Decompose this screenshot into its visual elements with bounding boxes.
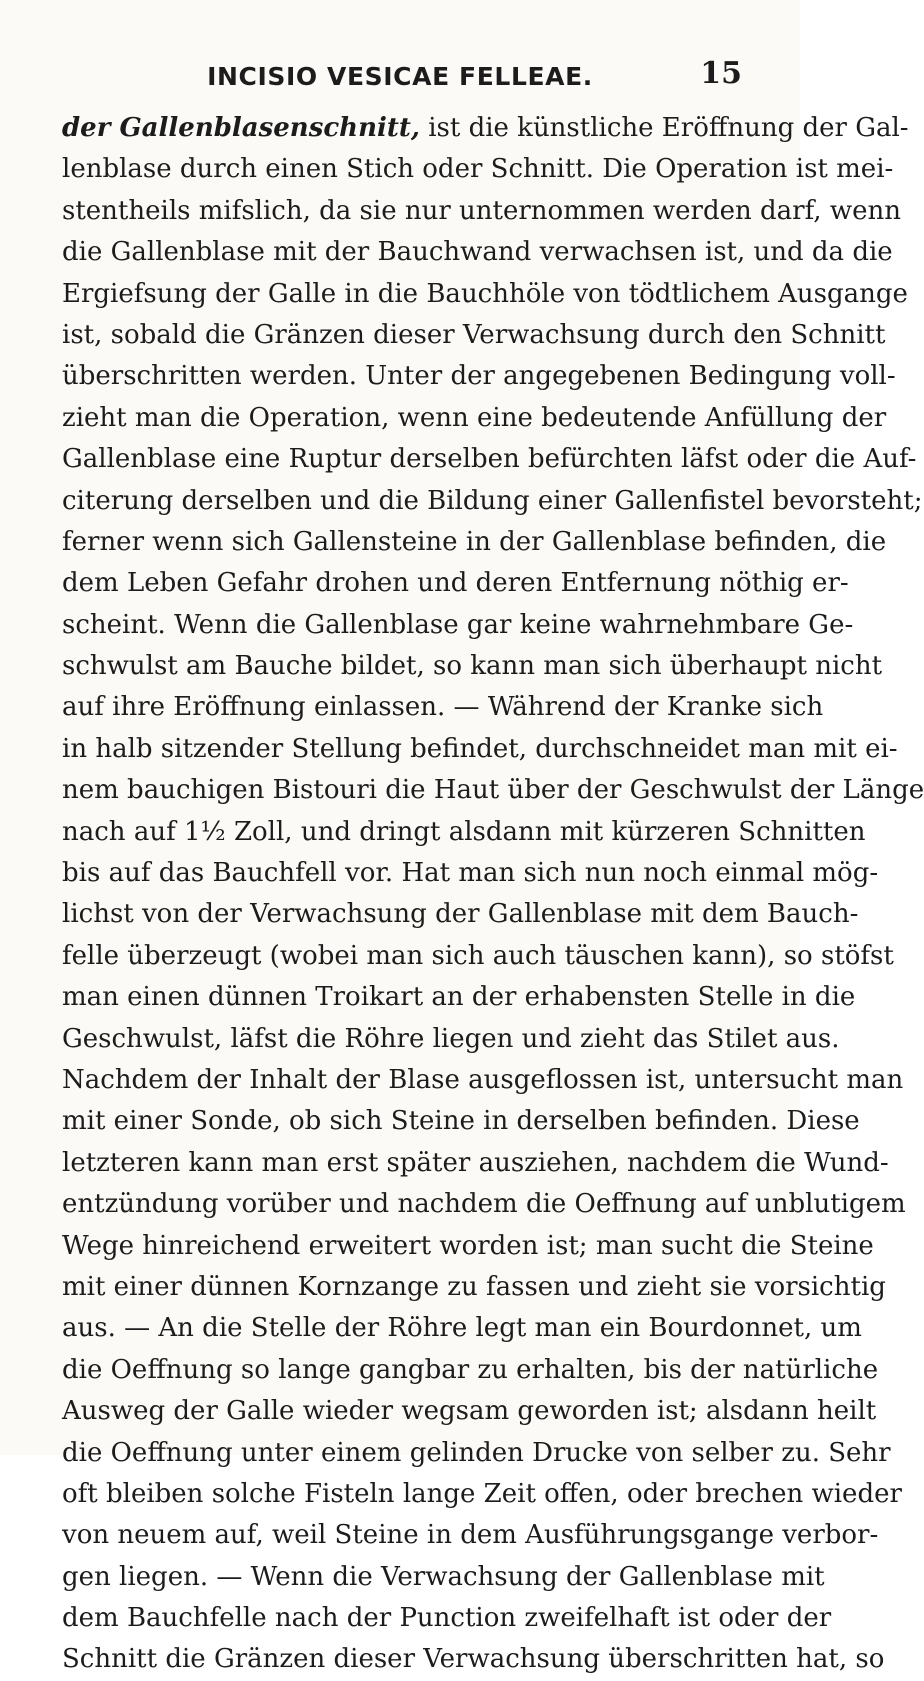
page-number: 15 xyxy=(700,56,742,91)
text-line: Schnitt die Gränzen dieser Verwachsung überschritten hat, so xyxy=(62,1644,885,1675)
text-line: nach auf 1½ Zoll, und dringt alsdann mit kürzeren Schnitten xyxy=(62,816,866,847)
text-line: die Oeffnung so lange gangbar zu erhalten, bis der natürliche xyxy=(62,1354,879,1385)
text-line: ist, sobald die Gränzen dieser Verwachsung durch den Schnitt xyxy=(62,319,886,350)
text-line xyxy=(62,108,909,149)
text-line: gen liegen. — Wenn die Verwachsung der Gallenblase mit xyxy=(62,1561,825,1592)
text-line: entzündung vorüber und nachdem die Oeffnung auf unblutigem xyxy=(62,1189,906,1220)
text-line: oft bleiben solche Fisteln lange Zeit offen, oder brechen wieder xyxy=(62,1478,902,1509)
text-line: ferner wenn sich Gallensteine in der Gallenblase befinden, die xyxy=(62,526,887,557)
text-line: nem bauchigen Bistouri die Haut über der Geschwulst der Länge xyxy=(62,775,924,806)
text-line: in halb sitzender Stellung befindet, durchschneidet man mit ei- xyxy=(62,733,898,764)
text-line: Wege hinreichend erweitert worden ist; man sucht die Steine xyxy=(62,1230,874,1261)
text-line: lichst von der Verwachsung der Gallenblase mit dem Bauch- xyxy=(62,899,859,930)
running-title: INCISIO VESICAE FELLEAE. xyxy=(207,62,593,91)
text-line: Nachdem der Inhalt der Blase ausgeflossen ist, untersucht man xyxy=(62,1064,904,1095)
text-line: bis auf das Bauchfell vor. Hat man sich nun noch einmal mög- xyxy=(62,858,879,889)
text-line: scheint. Wenn die Gallenblase gar keine wahrnehmbare Ge- xyxy=(62,609,854,640)
text-line: dem Leben Gefahr drohen und deren Entfernung nöthig er- xyxy=(62,568,849,599)
text-line: von neuem auf, weil Steine in dem Ausführungsgange verbor- xyxy=(62,1520,879,1551)
text-line: Ergiefsung der Galle in die Bauchhöle von tödtlichem Ausgange xyxy=(62,278,908,309)
body-text xyxy=(62,108,924,1681)
text-line: Gallenblase eine Ruptur derselben befürchten läfst oder die Auf- xyxy=(62,444,917,475)
lead-term: der Gallenblasenschnitt, xyxy=(62,113,420,143)
text-line: dem Bauchfelle nach der Punction zweifelhaft ist oder der xyxy=(62,1603,832,1634)
text-line: man einen dünnen Troikart an der erhabensten Stelle in die xyxy=(62,982,856,1013)
text-line: zieht man die Operation, wenn eine bedeutende Anfüllung der xyxy=(62,402,887,433)
text-line: überschritten werden. Unter der angegebenen Bedingung voll- xyxy=(62,361,896,392)
text-line: felle überzeugt (wobei man sich auch täuschen kann), so stöfst xyxy=(62,940,894,971)
text-line: mit einer Sonde, ob sich Steine in derselben befinden. Diese xyxy=(62,1106,860,1137)
text-line: Ausweg der Galle wieder wegsam geworden ist; alsdann heilt xyxy=(62,1396,877,1427)
text-line: lenblase durch einen Stich oder Schnitt. Die Operation ist mei- xyxy=(62,154,894,185)
text-line: die Gallenblase mit der Bauchwand verwachsen ist, und da die xyxy=(62,237,893,268)
text-line-rest: ist die künstliche Eröffnung der Gal- xyxy=(419,113,909,143)
text-line: mit einer dünnen Kornzange zu fassen und zieht sie vorsichtig xyxy=(62,1271,886,1302)
text-line: auf ihre Eröffnung einlassen. — Während der Kranke sich xyxy=(62,692,824,723)
text-line: schwulst am Bauche bildet, so kann man sich überhaupt nicht xyxy=(62,651,883,682)
text-line: letzteren kann man erst später ausziehen, nachdem die Wund- xyxy=(62,1147,889,1178)
text-line: stentheils mifslich, da sie nur unternommen werden darf, wenn xyxy=(62,195,901,226)
running-head xyxy=(0,56,800,102)
text-line: citerung derselben und die Bildung einer Gallenfistel bevorsteht; xyxy=(62,485,923,516)
text-line: Geschwulst, läfst die Röhre liegen und zieht das Stilet aus. xyxy=(62,1023,840,1054)
text-line: aus. — An die Stelle der Röhre legt man ein Bourdonnet, um xyxy=(62,1313,862,1344)
text-line: die Oeffnung unter einem gelinden Drucke von selber zu. Sehr xyxy=(62,1437,891,1468)
